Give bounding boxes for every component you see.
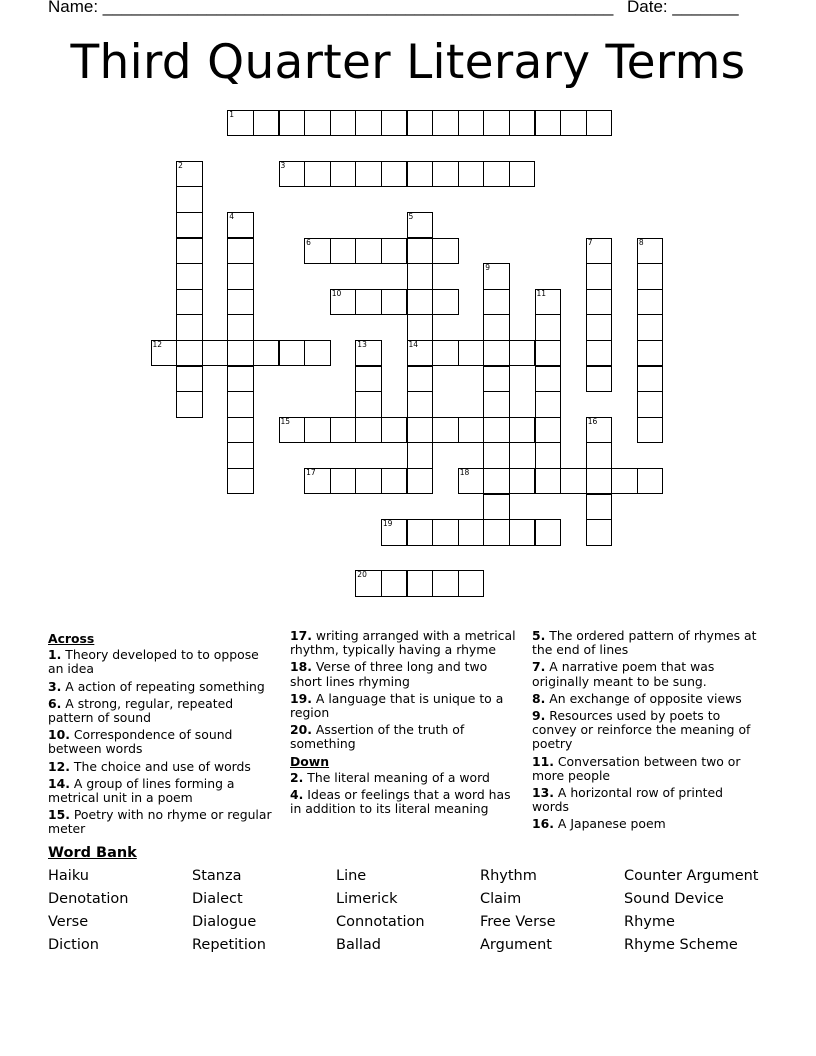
- crossword-cell[interactable]: [176, 391, 203, 418]
- cell-number: 3: [280, 160, 286, 170]
- clue-number: 20.: [290, 722, 312, 738]
- clue-text: A group of lines forming a metrical unit in a poem: [48, 775, 235, 806]
- crossword-cell[interactable]: [509, 340, 536, 367]
- clue-number: 18.: [290, 659, 312, 675]
- word-bank-item: Connotation: [336, 914, 425, 930]
- crossword-cell[interactable]: [407, 519, 434, 546]
- clue-number: 11.: [532, 753, 554, 769]
- down-heading: Down: [290, 753, 330, 769]
- crossword-cell[interactable]: [304, 468, 331, 495]
- cell-number: 18: [459, 467, 470, 477]
- cell-number: 6: [306, 237, 311, 247]
- clue-across-19: [290, 692, 522, 720]
- crossword-cell[interactable]: [483, 366, 510, 393]
- crossword-cell[interactable]: [176, 212, 203, 239]
- clue-down-16: [532, 817, 757, 831]
- crossword-cell[interactable]: [432, 417, 459, 444]
- crossword-cell[interactable]: [483, 314, 510, 341]
- crossword-cell[interactable]: [483, 519, 510, 546]
- clue-number: 17.: [290, 628, 312, 643]
- crossword-cell[interactable]: [355, 468, 382, 495]
- crossword-cell[interactable]: [330, 468, 357, 495]
- clue-text: An exchange of opposite views: [549, 690, 742, 706]
- crossword-cell[interactable]: [535, 314, 562, 341]
- crossword-cell[interactable]: [637, 391, 664, 418]
- word-bank-item: Rhyme: [624, 914, 675, 930]
- crossword-cell[interactable]: [637, 417, 664, 444]
- crossword-cell[interactable]: [253, 110, 280, 137]
- crossword-cell[interactable]: [279, 110, 306, 137]
- crossword-cell[interactable]: [483, 391, 510, 418]
- clue-text: Theory developed to to oppose an idea: [48, 647, 259, 677]
- clue-column-1: [48, 629, 276, 840]
- crossword-cell[interactable]: [432, 519, 459, 546]
- clue-text: A strong, regular, repeated pattern of sound: [48, 695, 234, 726]
- cell-number: 14: [408, 339, 419, 349]
- crossword-cell[interactable]: [458, 468, 485, 495]
- clue-down-7: [532, 660, 757, 688]
- clue-number: 15.: [48, 807, 70, 823]
- clue-number: 16.: [532, 816, 554, 832]
- clue-down-13: [532, 786, 757, 814]
- clue-text: writing arranged with a metrical rhythm, typically having a rhyme: [290, 628, 516, 658]
- crossword-cell[interactable]: [304, 110, 331, 137]
- crossword-cell[interactable]: [176, 263, 203, 290]
- crossword-cell[interactable]: [355, 340, 382, 367]
- crossword-cell[interactable]: [407, 417, 434, 444]
- cell-number: 8: [638, 237, 644, 247]
- word-bank-item: Dialogue: [192, 914, 257, 930]
- crossword-cell[interactable]: [535, 519, 562, 546]
- clue-text: The literal meaning of a word: [307, 769, 490, 785]
- word-bank-item: Dialect: [192, 891, 243, 907]
- word-bank-item: Verse: [48, 914, 89, 930]
- crossword-cell[interactable]: [535, 340, 562, 367]
- crossword-cell[interactable]: [586, 494, 613, 521]
- word-bank-item: Free Verse: [480, 914, 556, 930]
- word-bank-item: Argument: [480, 937, 552, 953]
- crossword-cell[interactable]: [381, 468, 408, 495]
- crossword-cell[interactable]: [407, 570, 434, 597]
- cell-number: 11: [536, 288, 547, 298]
- crossword-cell[interactable]: [407, 391, 434, 418]
- crossword-cell[interactable]: [586, 442, 613, 469]
- cell-number: 4: [229, 211, 235, 221]
- crossword-cell[interactable]: [586, 110, 613, 137]
- clue-text: Conversation between two or more people: [532, 753, 741, 783]
- clue-text: The ordered pattern of rhymes at the end of lines: [532, 628, 757, 658]
- crossword-cell[interactable]: [407, 161, 434, 188]
- crossword-cell[interactable]: [586, 238, 613, 265]
- crossword-cell[interactable]: [432, 110, 459, 137]
- cell-number: 7: [587, 237, 593, 247]
- crossword-cell[interactable]: [279, 340, 306, 367]
- crossword-cell[interactable]: [381, 161, 408, 188]
- cell-number: 13: [357, 339, 367, 349]
- crossword-cell[interactable]: [509, 161, 536, 188]
- crossword-cell[interactable]: [586, 263, 613, 290]
- clue-number: 8.: [532, 690, 546, 706]
- crossword-cell[interactable]: [535, 391, 562, 418]
- crossword-cell[interactable]: [560, 110, 587, 137]
- cell-number: 2: [178, 160, 183, 170]
- crossword-cell[interactable]: [535, 468, 562, 495]
- clue-text: A horizontal row of printed words: [532, 785, 724, 815]
- clue-across-14: [48, 777, 276, 805]
- crossword-cell[interactable]: [637, 340, 664, 367]
- crossword-cell[interactable]: [176, 186, 203, 213]
- cell-number: 12: [152, 339, 163, 349]
- crossword-cell[interactable]: [586, 519, 613, 546]
- clue-number: 9.: [532, 708, 546, 724]
- crossword-cell[interactable]: [407, 110, 434, 137]
- word-bank-item: Line: [336, 868, 367, 884]
- crossword-cell[interactable]: [227, 468, 254, 495]
- crossword-cell[interactable]: [637, 366, 664, 393]
- crossword-cell[interactable]: [227, 263, 254, 290]
- name-field-label[interactable]: Name: ______________________________________________________: [48, 0, 614, 16]
- clue-across-3: [48, 680, 276, 694]
- clue-across-15: [48, 808, 276, 836]
- crossword-cell[interactable]: [483, 340, 510, 367]
- clue-text: A narrative poem that was originally meant to be sung.: [532, 659, 715, 689]
- cell-number: 19: [382, 519, 393, 529]
- crossword-cell[interactable]: [176, 340, 203, 367]
- crossword-cell[interactable]: [227, 417, 254, 444]
- cell-number: 16: [587, 416, 598, 426]
- crossword-cell[interactable]: [279, 161, 306, 188]
- crossword-cell[interactable]: [407, 263, 434, 290]
- clue-text: A action of repeating something: [65, 678, 265, 694]
- crossword-cell[interactable]: [330, 289, 357, 316]
- crossword-cell[interactable]: [381, 519, 408, 546]
- crossword-cell[interactable]: [227, 238, 254, 265]
- crossword-cell[interactable]: [407, 340, 434, 367]
- crossword-cell[interactable]: [407, 468, 434, 495]
- crossword-cell[interactable]: [227, 366, 254, 393]
- clue-text: Verse of three long and two short lines rhyming: [290, 659, 488, 689]
- cell-number: 20: [357, 570, 367, 580]
- crossword-cell[interactable]: [586, 468, 613, 495]
- crossword-cell[interactable]: [637, 289, 664, 316]
- crossword-cell[interactable]: [432, 340, 459, 367]
- crossword-cell[interactable]: [483, 468, 510, 495]
- clue-number: 2.: [290, 769, 304, 785]
- clue-down-9: [532, 709, 757, 752]
- crossword-cell[interactable]: [227, 314, 254, 341]
- crossword-cell[interactable]: [535, 442, 562, 469]
- clue-text: Assertion of the truth of something: [290, 722, 465, 752]
- crossword-cell[interactable]: [381, 289, 408, 316]
- word-bank-item: Claim: [480, 891, 522, 907]
- clue-number: 14.: [48, 775, 70, 791]
- crossword-cell[interactable]: [432, 238, 459, 265]
- clue-across-12: [48, 760, 276, 774]
- crossword-cell[interactable]: [637, 468, 664, 495]
- crossword-cell[interactable]: [176, 314, 203, 341]
- crossword-cell[interactable]: [586, 289, 613, 316]
- crossword-cell[interactable]: [535, 289, 562, 316]
- crossword-cell[interactable]: [586, 366, 613, 393]
- crossword-cell[interactable]: [407, 366, 434, 393]
- crossword-cell[interactable]: [509, 468, 536, 495]
- crossword-cell[interactable]: [407, 289, 434, 316]
- crossword-cell[interactable]: [279, 417, 306, 444]
- clue-number: 19.: [290, 690, 312, 706]
- word-bank-item: Rhyme Scheme: [624, 937, 738, 953]
- word-bank-item: Repetition: [192, 937, 266, 953]
- crossword-cell[interactable]: [330, 417, 357, 444]
- clue-text: Poetry with no rhyme or regular meter: [48, 807, 272, 837]
- clue-down-5: [532, 629, 757, 657]
- crossword-cell[interactable]: [586, 417, 613, 444]
- clue-down-11: [532, 755, 757, 783]
- clue-down-2: [290, 771, 522, 785]
- word-bank-item: Rhythm: [480, 868, 537, 884]
- crossword-cell[interactable]: [355, 238, 382, 265]
- crossword-cell[interactable]: [227, 110, 254, 137]
- crossword-cell[interactable]: [304, 340, 331, 367]
- crossword-cell[interactable]: [637, 238, 664, 265]
- crossword-cell[interactable]: [355, 289, 382, 316]
- crossword-cell[interactable]: [483, 161, 510, 188]
- crossword-cell[interactable]: [483, 417, 510, 444]
- crossword-cell[interactable]: [509, 417, 536, 444]
- cell-number: 17: [306, 467, 316, 477]
- crossword-cell[interactable]: [381, 570, 408, 597]
- crossword-cell[interactable]: [355, 366, 382, 393]
- crossword-cell[interactable]: [483, 263, 510, 290]
- crossword-cell[interactable]: [304, 417, 331, 444]
- crossword-cell[interactable]: [637, 314, 664, 341]
- crossword-cell[interactable]: [176, 366, 203, 393]
- crossword-cell[interactable]: [151, 340, 178, 367]
- crossword-cell[interactable]: [458, 161, 485, 188]
- crossword-cell[interactable]: [432, 161, 459, 188]
- cell-number: 1: [229, 109, 235, 119]
- crossword-cell[interactable]: [483, 110, 510, 137]
- crossword-cell[interactable]: [176, 238, 203, 265]
- word-bank-item: Stanza: [192, 868, 242, 884]
- clue-across-18: [290, 660, 522, 688]
- crossword-cell[interactable]: [458, 417, 485, 444]
- crossword-cell[interactable]: [355, 417, 382, 444]
- crossword-cell[interactable]: [227, 289, 254, 316]
- word-bank-item: Counter Argument: [624, 868, 759, 884]
- clue-across-6: [48, 697, 276, 725]
- clue-across-1: [48, 648, 276, 676]
- word-bank-item: Denotation: [48, 891, 129, 907]
- clue-column-3: [532, 629, 757, 835]
- clue-text: Ideas or feelings that a word has in addition to its literal meaning: [290, 787, 511, 817]
- crossword-cell[interactable]: [483, 442, 510, 469]
- crossword-cell[interactable]: [304, 238, 331, 265]
- clue-number: 4.: [290, 787, 304, 803]
- crossword-cell[interactable]: [176, 161, 203, 188]
- clue-text: A Japanese poem: [557, 816, 666, 832]
- crossword-cell[interactable]: [330, 238, 357, 265]
- cell-number: 10: [331, 288, 342, 298]
- crossword-cell[interactable]: [611, 468, 638, 495]
- clue-text: Correspondence of sound between words: [48, 727, 233, 757]
- crossword-cell[interactable]: [535, 110, 562, 137]
- crossword-cell[interactable]: [227, 212, 254, 239]
- crossword-cell[interactable]: [586, 340, 613, 367]
- crossword-cell[interactable]: [202, 340, 229, 367]
- word-bank-item: Diction: [48, 937, 99, 953]
- crossword-cell[interactable]: [458, 570, 485, 597]
- crossword-cell[interactable]: [253, 340, 280, 367]
- crossword-cell[interactable]: [509, 519, 536, 546]
- crossword-cell[interactable]: [227, 391, 254, 418]
- word-bank-item: Haiku: [48, 868, 89, 884]
- clue-across-17: [290, 629, 522, 657]
- crossword-cell[interactable]: [227, 340, 254, 367]
- crossword-cell[interactable]: [535, 417, 562, 444]
- clue-down-4: [290, 788, 522, 816]
- crossword-cell[interactable]: [535, 366, 562, 393]
- clue-number: 12.: [48, 758, 70, 774]
- crossword-cell[interactable]: [355, 570, 382, 597]
- cell-number: 5: [408, 211, 414, 221]
- clue-text: The choice and use of words: [73, 758, 251, 774]
- clue-number: 3.: [48, 678, 62, 694]
- cell-number: 15: [280, 416, 291, 426]
- crossword-cell[interactable]: [432, 289, 459, 316]
- crossword-cell[interactable]: [432, 570, 459, 597]
- clue-number: 5.: [532, 628, 546, 643]
- crossword-cell[interactable]: [483, 289, 510, 316]
- clue-number: 7.: [532, 659, 546, 675]
- crossword-cell[interactable]: [560, 468, 587, 495]
- crossword-cell[interactable]: [330, 110, 357, 137]
- crossword-cell[interactable]: [407, 212, 434, 239]
- clue-number: 13.: [532, 785, 554, 801]
- page-title: Third Quarter Literary Terms: [70, 35, 746, 90]
- word-bank-item: Ballad: [336, 937, 381, 953]
- clue-column-2: [290, 629, 522, 819]
- clue-down-8: [532, 692, 757, 706]
- crossword-cell[interactable]: [637, 263, 664, 290]
- cell-number: 9: [485, 263, 491, 273]
- word-bank-title: Word Bank: [48, 845, 137, 861]
- crossword-cell[interactable]: [407, 314, 434, 341]
- crossword-cell[interactable]: [483, 494, 510, 521]
- clue-text: A language that is unique to a region: [290, 690, 504, 721]
- crossword-cell[interactable]: [355, 391, 382, 418]
- crossword-cell[interactable]: [355, 161, 382, 188]
- crossword-cell[interactable]: [407, 238, 434, 265]
- across-heading: Across: [48, 631, 95, 646]
- crossword-cell[interactable]: [458, 519, 485, 546]
- word-bank-item: Limerick: [336, 891, 398, 907]
- crossword-cell[interactable]: [176, 289, 203, 316]
- date-field-label[interactable]: Date: _______: [627, 0, 739, 16]
- word-bank-item: Sound Device: [624, 891, 724, 907]
- crossword-cell[interactable]: [407, 442, 434, 469]
- crossword-cell[interactable]: [586, 314, 613, 341]
- crossword-cell[interactable]: [355, 110, 382, 137]
- crossword-cell[interactable]: [330, 161, 357, 188]
- clue-text: Resources used by poets to convey or reinforce the meaning of poetry: [532, 708, 751, 752]
- crossword-cell[interactable]: [381, 110, 408, 137]
- clue-number: 1.: [48, 647, 62, 663]
- clue-number: 6.: [48, 695, 62, 711]
- crossword-cell[interactable]: [509, 110, 536, 137]
- crossword-cell[interactable]: [458, 340, 485, 367]
- crossword-cell[interactable]: [381, 238, 408, 265]
- clue-across-10: [48, 728, 276, 756]
- crossword-cell[interactable]: [381, 417, 408, 444]
- crossword-cell[interactable]: [227, 442, 254, 469]
- crossword-cell[interactable]: [458, 110, 485, 137]
- crossword-cell[interactable]: [304, 161, 331, 188]
- clue-number: 10.: [48, 727, 70, 743]
- clue-across-20: [290, 723, 522, 751]
